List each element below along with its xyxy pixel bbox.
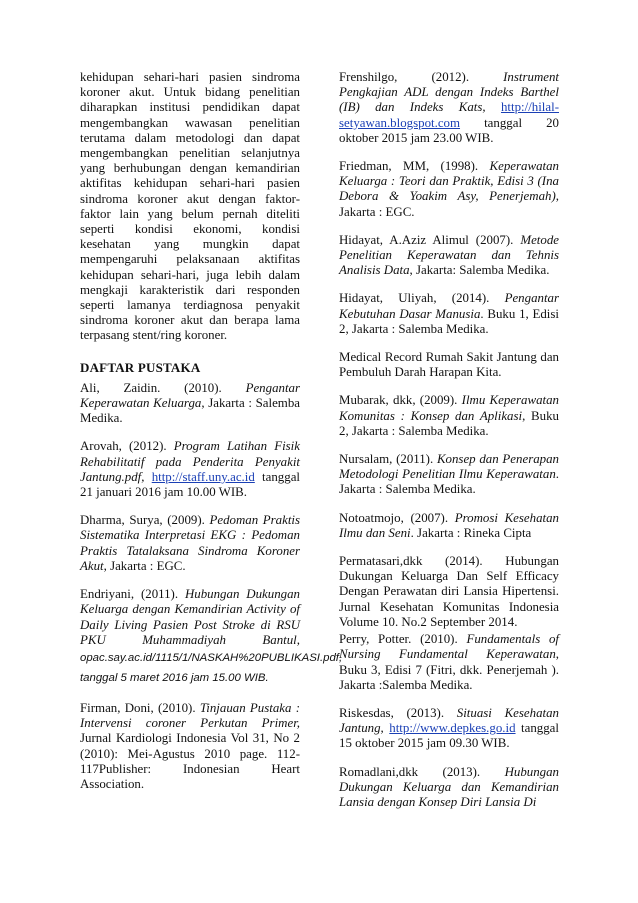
reference-link[interactable]: http://hilal-setyawan.blogspot.com bbox=[339, 100, 559, 130]
reference-author: Perry, Potter. (2010). bbox=[339, 632, 467, 647]
reference-entry bbox=[339, 233, 559, 279]
reference-title: Fundamentals of Nursing Fundamental Keperawatan bbox=[339, 632, 559, 662]
reference-title: Pengantar Keperawatan Keluarga bbox=[80, 380, 300, 411]
reference-details: . Jakarta : Rineka Cipta bbox=[410, 525, 532, 540]
left-column bbox=[80, 70, 343, 805]
reference-entry bbox=[339, 632, 559, 693]
reference-title: Konsep dan Penerapan Metodologi Penelitian Ilmu Keperawatan bbox=[339, 452, 559, 482]
reference-entry bbox=[80, 701, 300, 792]
reference-link[interactable]: http://www.depkes.go.id bbox=[389, 721, 516, 736]
reference-entry bbox=[80, 587, 343, 688]
reference-title: Ilmu Keperawatan Komunitas : Konsep dan Aplikasi bbox=[339, 393, 559, 423]
reference-url-text: opac.say.ac.id/1115/1/NASKAH%20PUBLIKASI.pdf, tanggal 5 maret 2016 jam 15.00 WIB. bbox=[80, 651, 343, 684]
reference-author: Arovah, (2012). bbox=[80, 439, 174, 454]
reference-entry bbox=[339, 706, 559, 752]
reference-details: tanggal 21 januari 2016 jam 10.00 WIB. bbox=[80, 469, 300, 500]
reference-details: . Jakarta : Salemba Medika. bbox=[339, 467, 559, 497]
reference-title: Metode Penelitian Keperawatan dan Tehnis Analisis Data bbox=[339, 232, 559, 278]
reference-details: , Jakarta : EGC. bbox=[339, 189, 559, 219]
reference-title: Tinjauan Pustaka : Intervensi coroner Perkutan Primer, bbox=[80, 700, 300, 731]
reference-entry bbox=[80, 513, 300, 574]
reference-details: , Buku 2, Jakarta : Salemba Medika. bbox=[339, 408, 559, 438]
reference-title: Situasi Kesehatan Jantung, bbox=[339, 705, 559, 736]
reference-entry bbox=[339, 765, 559, 811]
reference-title: Program Latihan Fisik Rehabilitatif pada Penderita Penyakit Jantung.pdf, bbox=[80, 439, 300, 484]
reference-details: Jurnal Kardiologi Indonesia Vol 31, No 2 (2010): Mei-Agustus 2010 page. 112-117Publisher: Indonesian Heart Association. bbox=[80, 731, 300, 791]
reference-title: Pengantar Kebutuhan Dasar Manusia bbox=[339, 291, 559, 321]
reference-author: Mubarak, dkk, (2009). bbox=[339, 393, 462, 408]
reference-entry bbox=[339, 511, 559, 541]
right-reference-list bbox=[339, 70, 559, 810]
reference-author: Romadlani,dkk (2013). bbox=[339, 764, 505, 779]
reference-entry bbox=[339, 70, 559, 146]
reference-author: Notoatmojo, (2007). bbox=[339, 510, 455, 525]
reference-title: Keperawatan Keluarga : Teori dan Praktik, Edisi 3 (Ina Debora & Yoakim Asy, Penerjemah) bbox=[339, 159, 559, 204]
reference-entry bbox=[339, 159, 559, 220]
left-reference-list bbox=[80, 380, 343, 792]
reference-author: Riskesdas, (2013). bbox=[339, 705, 457, 720]
reference-author: Permatasari,dkk (2014). Hubungan Dukungan Keluarga Dan Self Efficacy Dengan Perawatan diri Lansia Hipertensi. Jurnal Kesehatan Komunitas Indonesia Volume 10. No.2 September 2014. bbox=[339, 554, 559, 629]
reference-author: Hidayat, A.Aziz Alimul (2007). bbox=[339, 232, 521, 247]
reference-entry bbox=[339, 291, 559, 337]
reference-details: . Buku 1, Edisi 2, Jakarta : Salemba Medika. bbox=[339, 306, 559, 336]
reference-entry bbox=[339, 350, 559, 380]
right-column bbox=[339, 70, 559, 823]
reference-author: Friedman, MM, (1998). bbox=[339, 159, 490, 174]
conclusion-paragraph: kehidupan sehari-hari pasien sindroma koroner akut. Untuk bidang penelitian diharapkan institusi pendidikan dapat mengembangkan wawasan penelitian terutama dalam metodologi dan dapat mengembangkan penelitian selanjutnya yang berhubungan dengan kemandirian aktifitas kehidupan sehari-hari pasien sindroma koroner akut dengan faktor-faktor lain yang belum pernah diteliti seperti kondisi ekonomi, kondisi kesehatan yang mungkin dapat mempengaruhi pelaksanaan aktifitas kehidupan sehari-hari, juga lebih dalam mengkaji karakteristik dari responden seperti lamanya terdiagnosa penyakit sindroma koroner akut dan berapa lama terpasang stent/ring koroner. bbox=[80, 70, 300, 343]
reference-details: , Jakarta: Salemba Medika. bbox=[409, 263, 550, 278]
reference-details: , Jakarta : Salemba Medika. bbox=[80, 396, 300, 426]
reference-author: Nursalam, (2011). bbox=[339, 452, 437, 467]
reference-title: Promosi Kesehatan Ilmu dan Seni bbox=[339, 510, 560, 540]
reference-author: Dharma, Surya, (2009). bbox=[80, 513, 210, 528]
reference-entry bbox=[80, 439, 300, 500]
reference-entry bbox=[339, 393, 559, 439]
reference-link[interactable]: http://staff.uny.ac.id bbox=[151, 469, 255, 484]
reference-author: Firman, Doni, (2010). bbox=[80, 700, 200, 715]
reference-title: Hubungan Dukungan Keluarga dengan Kemandirian Activity of Daily Living Pasien Post Stroke di RSU PKU Muhammadiyah Bantul, bbox=[80, 587, 300, 647]
reference-entry bbox=[339, 554, 559, 630]
reference-author: Frenshilgo, (2012). bbox=[339, 70, 504, 84]
reference-details: tanggal 20 oktober 2015 jam 23.00 WIB. bbox=[339, 115, 559, 145]
reference-details: , Buku 3, Edisi 7 (Fitri, dkk. Penerjemah ). Jakarta :Salemba Medika. bbox=[339, 647, 559, 692]
reference-author: Medical Record Rumah Sakit Jantung dan Pembuluh Darah Harapan Kita. bbox=[339, 350, 559, 380]
reference-entry bbox=[339, 452, 559, 498]
reference-entry bbox=[80, 381, 300, 427]
reference-details: tanggal 15 oktober 2015 jam 09.30 WIB. bbox=[339, 721, 559, 751]
reference-title: Instrument Pengkajian ADL dengan Indeks Barthel (IB) dan Indeks Kats, bbox=[339, 70, 559, 115]
reference-author: Ali, Zaidin. (2010). bbox=[80, 380, 246, 395]
reference-details: , Jakarta : EGC. bbox=[103, 558, 186, 573]
references-heading: DAFTAR PUSTAKA bbox=[80, 359, 201, 375]
reference-title: Pedoman Praktis Sistematika Interpretasi EKG : Pedoman Praktis Tatalaksana Sindroma Koroner Akut bbox=[80, 513, 301, 573]
reference-author: Endriyani, (2011). bbox=[80, 587, 185, 602]
reference-title: Hubungan Dukungan Keluarga dan Kemandirian Lansia dengan Konsep Diri Lansia Di bbox=[339, 764, 559, 809]
reference-author: Hidayat, Uliyah, (2014). bbox=[339, 291, 505, 306]
